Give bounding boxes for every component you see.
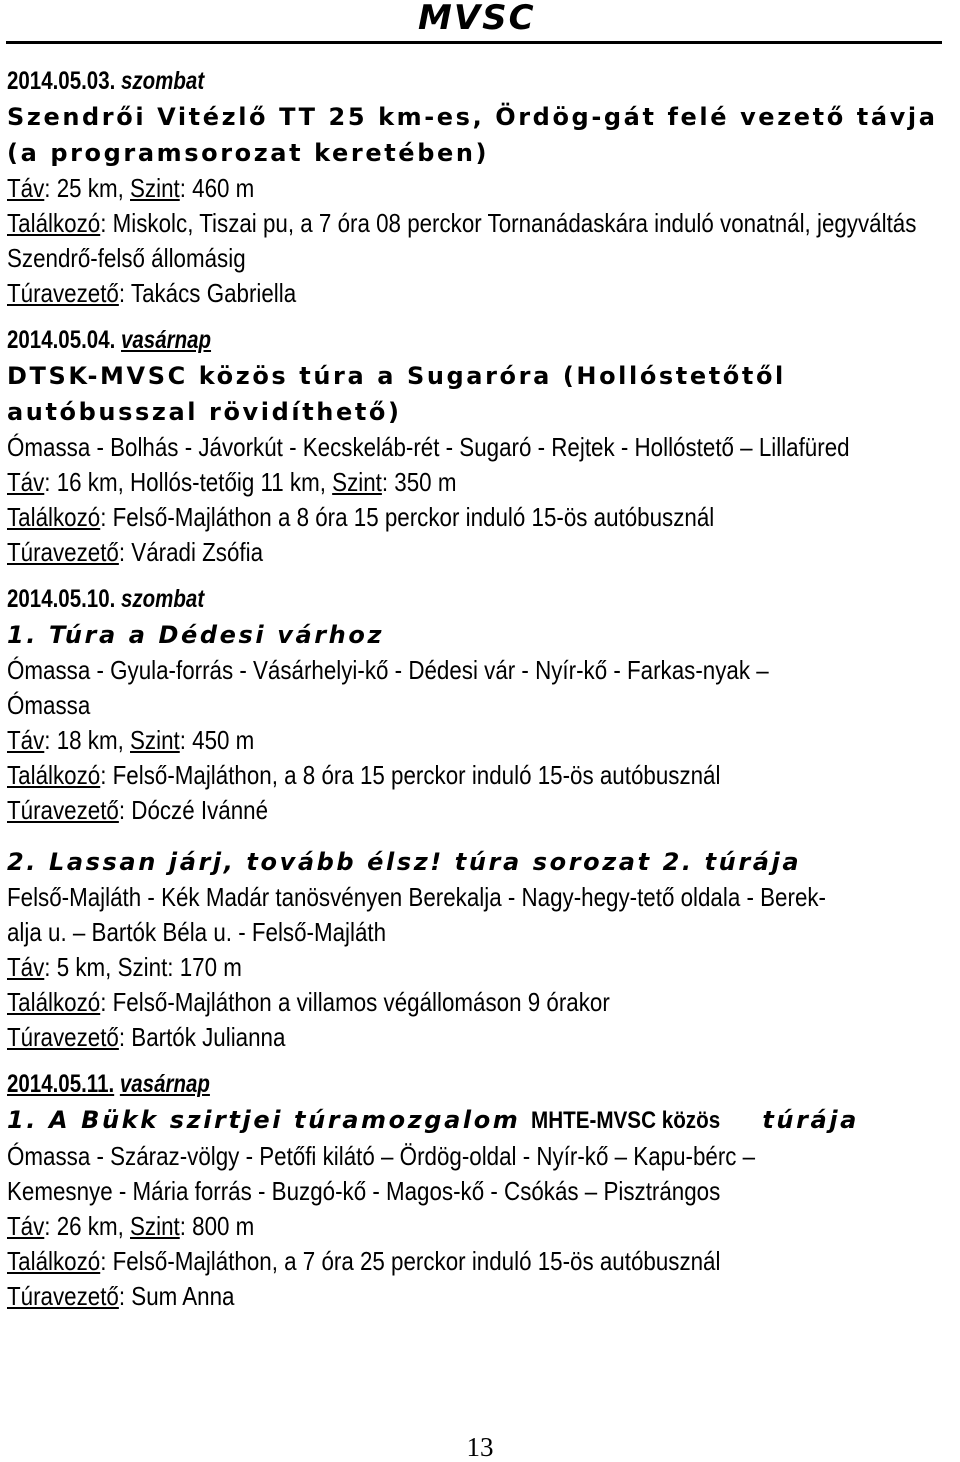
date-value: 2014.05.03. [7, 67, 116, 95]
leader-label: Túravezető [7, 1281, 119, 1311]
leader-label: Túravezető [7, 278, 119, 308]
leader-line [7, 793, 824, 828]
distance-line [7, 950, 824, 985]
event-title [7, 1102, 957, 1139]
event-2014-05-03 [7, 64, 957, 311]
document-body [7, 64, 957, 1314]
leader-line [7, 1020, 824, 1055]
meeting-line [7, 1244, 824, 1279]
leader-label: Túravezető [7, 537, 119, 567]
header-title: MVSC [418, 0, 536, 38]
meeting-label: Találkozó [7, 987, 101, 1017]
leader-value: : Sum Anna [118, 1281, 235, 1311]
event-date [7, 1067, 786, 1102]
distance-label: Táv [7, 467, 45, 497]
day-name: vasárnap [119, 1070, 210, 1098]
elevation-label: Szint [332, 467, 382, 497]
leader-value: : Dóczé Ivánné [118, 795, 269, 825]
tour-2 [7, 844, 957, 1055]
leader-value: : Váradi Zsófia [118, 537, 264, 567]
distance-line [7, 1209, 824, 1244]
meeting-label: Találkozó [7, 208, 101, 238]
distance-line [7, 723, 824, 758]
leader-line [7, 1279, 824, 1314]
day-name: szombat [121, 585, 205, 613]
meeting-value: : Miskolc, Tiszai pu, a 7 óra 08 perckor Tornanádaskára induló vonatnál, jegyváltás Szendrő-felső állomásig [7, 208, 917, 273]
meeting-line [7, 206, 956, 276]
elevation-value: : 460 m [179, 173, 255, 203]
meeting-label: Találkozó [7, 760, 101, 790]
distance-value: : 26 km, [44, 1211, 131, 1241]
meeting-value: : Felső-Majláthon, a 8 óra 15 perckor induló 15-ös autóbusznál [100, 760, 721, 790]
distance-value: : 25 km, [44, 173, 131, 203]
distance-value: : 5 km, Szint: 170 m [44, 952, 242, 982]
title-main: 1. A Bükk szirtjei túramozgalom [7, 1106, 521, 1134]
day-name: szombat [121, 67, 205, 95]
meeting-value: : Felső-Majláthon a 8 óra 15 perckor induló 15-ös autóbusznál [100, 502, 715, 532]
tour-title: 1. Túra a Dédesi várhoz [7, 621, 385, 649]
event-date [7, 582, 786, 617]
event-title: Szendrői Vitézlő TT 25 km-es, Ördög-gát felé vezető távja (a programsorozat keretében) [7, 103, 938, 167]
distance-line [7, 465, 824, 500]
title-organizers: MHTE-MVSC közös [531, 1107, 721, 1134]
tour-title: 2. Lassan járj, tovább élsz! túra sorozat 2. túrája [7, 848, 802, 876]
date-value: 2014.05.11. [7, 1070, 115, 1098]
elevation-label: Szint [130, 725, 180, 755]
meeting-value: : Felső-Majláthon, a 7 óra 25 perckor induló 15-ös autóbusznál [100, 1246, 721, 1276]
leader-line [7, 535, 824, 570]
title-suffix: túrája [762, 1106, 859, 1134]
event-title: DTSK-MVSC közös túra a Sugaróra (Hollóstetőtől autóbusszal rövidíthető) [7, 362, 786, 426]
date-value: 2014.05.10. [7, 585, 116, 613]
meeting-value: : Felső-Majláthon a villamos végállomáson 9 órakor [100, 987, 610, 1017]
distance-label: Táv [7, 725, 45, 755]
route-line: Kemesnye - Mária forrás - Buzgó-kő - Magos-kő - Csókás – Pisztrángos [7, 1176, 721, 1206]
route-line: alja u. – Bartók Béla u. - Felső-Majláth [7, 917, 387, 947]
route-line: Ómassa - Gyula-forrás - Vásárhelyi-kő - Dédesi vár - Nyír-kő - Farkas-nyak – [7, 655, 769, 685]
meeting-line [7, 985, 824, 1020]
date-value: 2014.05.04. [7, 326, 116, 354]
meeting-line [7, 500, 824, 535]
header-rule [6, 41, 942, 44]
distance-label: Táv [7, 952, 45, 982]
leader-line [7, 276, 824, 311]
route-line: Ómassa - Bolhás - Jávorkút - Kecskeláb-rét - Sugaró - Rejtek - Hollóstető – Lillafüred [7, 432, 850, 462]
event-date [7, 64, 786, 99]
route-line: Felső-Majláth - Kék Madár tanösvényen Berekalja - Nagy-hegy-tető oldala - Berek- [7, 882, 827, 912]
meeting-label: Találkozó [7, 502, 101, 532]
distance-value: : 18 km, [44, 725, 131, 755]
leader-value: : Takács Gabriella [118, 278, 297, 308]
elevation-value: : 450 m [179, 725, 255, 755]
day-name: vasárnap [121, 326, 212, 354]
event-date [7, 323, 786, 358]
tour-1 [7, 617, 957, 828]
meeting-line [7, 758, 824, 793]
elevation-value: : 350 m [381, 467, 457, 497]
page-number: 13 [466, 1432, 494, 1462]
event-2014-05-04 [7, 323, 957, 570]
leader-label: Túravezető [7, 1022, 119, 1052]
distance-line [7, 171, 824, 206]
event-2014-05-11 [7, 1067, 957, 1314]
meeting-label: Találkozó [7, 1246, 101, 1276]
route-line: Ómassa - Száraz-völgy - Petőfi kilátó – Ördög-oldal - Nyír-kő – Kapu-bérc – [7, 1141, 756, 1171]
route-line: Ómassa [7, 690, 91, 720]
elevation-value: : 800 m [179, 1211, 255, 1241]
leader-value: : Bartók Julianna [118, 1022, 286, 1052]
distance-value: : 16 km, Hollós-tetőig 11 km, [44, 467, 333, 497]
distance-label: Táv [7, 1211, 45, 1241]
elevation-label: Szint [130, 173, 180, 203]
leader-label: Túravezető [7, 795, 119, 825]
distance-label: Táv [7, 173, 45, 203]
event-2014-05-10 [7, 582, 957, 1055]
elevation-label: Szint [130, 1211, 180, 1241]
